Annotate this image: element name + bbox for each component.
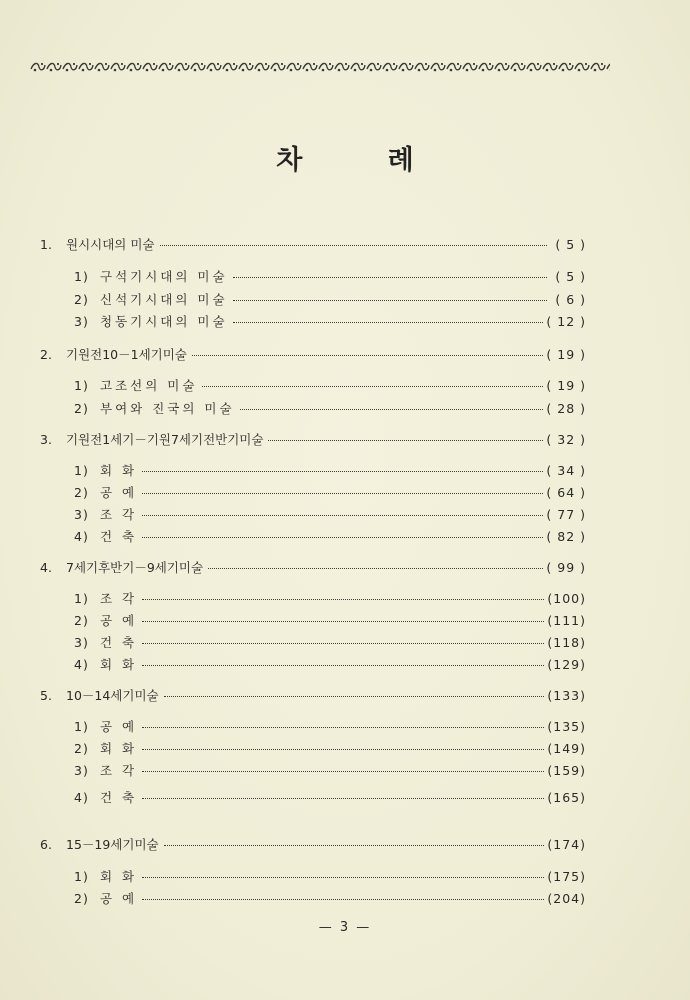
toc-chapter-entry: [40, 687, 586, 705]
toc-section-entry: [74, 313, 586, 331]
toc-section-entry: [74, 400, 586, 418]
toc-entry-number: 4): [74, 790, 89, 805]
toc-entry-page-number: (100): [547, 591, 586, 606]
toc-entry-number: 1): [74, 719, 89, 734]
dot-leader: [233, 299, 547, 301]
toc-entry-number: 1): [74, 463, 89, 478]
toc-entry-label: 구석기시대의 미술: [100, 269, 228, 284]
dot-leader: [142, 514, 543, 516]
toc-entry-number: 2): [74, 741, 89, 756]
toc-section-entry: [74, 462, 586, 480]
dot-leader: [142, 620, 544, 622]
toc-section-entry: [74, 634, 586, 652]
toc-entry-label: 공 예: [100, 719, 138, 734]
toc-entry-number: 4): [74, 657, 89, 672]
toc-entry-page-number: ( 77 ): [546, 507, 586, 522]
toc-entry-label: 기원전10－1세기미술: [66, 347, 187, 362]
toc-entry-label: 건 축: [100, 790, 138, 805]
toc-entry-label: 청동기시대의 미술: [100, 314, 228, 329]
toc-entry-number: 6.: [40, 837, 52, 852]
toc-section-entry: [74, 612, 586, 630]
toc-entry-number: 1): [74, 269, 89, 284]
toc-entry-number: 2): [74, 485, 89, 500]
dot-leader: [142, 536, 543, 538]
toc-entry-label: 고조선의 미술: [100, 378, 198, 393]
toc-section-entry: [74, 656, 586, 674]
dot-leader: [142, 470, 543, 472]
toc-entry-page-number: ( 99 ): [546, 560, 586, 575]
toc-section-entry: [74, 484, 586, 502]
dot-leader: [268, 439, 543, 441]
toc-entry-number: 3): [74, 635, 89, 650]
dot-leader: [142, 748, 544, 750]
toc-entry-number: 1): [74, 869, 89, 884]
toc-entry-number: 3.: [40, 432, 52, 447]
toc-entry-number: 4.: [40, 560, 52, 575]
toc-entry-number: 3): [74, 314, 89, 329]
toc-entry-label: 15－19세기미술: [66, 837, 159, 852]
toc-section-entry: [74, 506, 586, 524]
dot-leader: [142, 664, 544, 666]
toc-entry-page-number: (175): [547, 869, 586, 884]
toc-entry-label: 부여와 진국의 미술: [100, 401, 235, 416]
toc-entry-label: 원시시대의 미술: [66, 237, 155, 252]
dot-leader: [142, 876, 544, 878]
toc-chapter-entry: [40, 346, 586, 364]
toc-entry-page-number: ( 28 ): [546, 401, 586, 416]
dot-leader: [142, 726, 544, 728]
dot-leader: [208, 567, 543, 569]
toc-entry-label: 7세기후반기－9세기미술: [66, 560, 204, 575]
dot-leader: [142, 770, 544, 772]
toc-entry-label: 공 예: [100, 613, 138, 628]
dot-leader: [142, 642, 544, 644]
toc-entry-number: 2): [74, 292, 89, 307]
toc-entry-number: 3): [74, 507, 89, 522]
toc-entry-page-number: ( 6 ): [555, 292, 586, 307]
toc-section-entry: [74, 718, 586, 736]
toc-entry-label: 조 각: [100, 591, 138, 606]
dot-leader: [142, 797, 544, 799]
toc-entry-label: 기원전1세기－기원7세기전반기미술: [66, 432, 264, 447]
toc-entry-label: 회 화: [100, 463, 138, 478]
toc-entry-label: 10－14세기미술: [66, 688, 159, 703]
dot-leader: [142, 898, 544, 900]
toc-chapter-entry: [40, 559, 586, 577]
toc-entry-number: 2.: [40, 347, 52, 362]
toc-entry-page-number: (118): [547, 635, 586, 650]
toc-entry-label: 회 화: [100, 869, 138, 884]
toc-entry-page-number: (135): [547, 719, 586, 734]
toc-entry-page-number: ( 5 ): [555, 237, 586, 252]
toc-entry-label: 공 예: [100, 485, 138, 500]
dot-leader: [202, 385, 543, 387]
toc-section-entry: [74, 789, 586, 807]
toc-entry-number: 1): [74, 591, 89, 606]
toc-entry-label: 회 화: [100, 657, 138, 672]
toc-section-entry: [74, 268, 586, 286]
toc-entry-page-number: ( 82 ): [546, 529, 586, 544]
toc-entry-number: 4): [74, 529, 89, 544]
page-title: 차 례: [276, 145, 452, 176]
toc-section-entry: [74, 868, 586, 886]
toc-entry-page-number: ( 12 ): [546, 314, 586, 329]
toc-entry-label: 공 예: [100, 891, 138, 906]
toc-chapter-entry: [40, 236, 586, 254]
toc-entry-page-number: (159): [547, 763, 586, 778]
dot-leader: [142, 492, 543, 494]
toc-entry-number: 1): [74, 378, 89, 393]
dot-leader: [192, 354, 544, 356]
toc-section-entry: [74, 762, 586, 780]
toc-section-entry: [74, 291, 586, 309]
toc-section-entry: [74, 890, 586, 908]
toc-entry-label: 조 각: [100, 507, 138, 522]
dot-leader: [233, 276, 547, 278]
toc-entry-label: 조 각: [100, 763, 138, 778]
toc-entry-page-number: (204): [547, 891, 586, 906]
dot-leader: [233, 321, 544, 323]
dot-leader: [160, 244, 548, 246]
toc-entry-page-number: (129): [547, 657, 586, 672]
toc-entry-page-number: (165): [547, 790, 586, 805]
toc-entry-number: 2): [74, 401, 89, 416]
dot-leader: [164, 844, 545, 846]
toc-entry-label: 회 화: [100, 741, 138, 756]
dot-leader: [164, 695, 545, 697]
dot-leader: [142, 598, 544, 600]
toc-entry-label: 건 축: [100, 529, 138, 544]
dot-leader: [240, 408, 544, 410]
toc-entry-number: 2): [74, 891, 89, 906]
page-number-footer: — 3 —: [318, 920, 372, 935]
toc-entry-number: 1.: [40, 237, 52, 252]
toc-entry-page-number: ( 64 ): [546, 485, 586, 500]
toc-entry-page-number: ( 19 ): [546, 378, 586, 393]
toc-section-entry: [74, 377, 586, 395]
toc-section-entry: [74, 590, 586, 608]
toc-entry-page-number: ( 34 ): [546, 463, 586, 478]
toc-entry-page-number: ( 19 ): [546, 347, 586, 362]
toc-entry-page-number: (174): [547, 837, 586, 852]
toc-entry-label: 건 축: [100, 635, 138, 650]
toc-entry-number: 3): [74, 763, 89, 778]
toc-entry-label: 신석기시대의 미술: [100, 292, 228, 307]
toc-chapter-entry: [40, 836, 586, 854]
toc-chapter-entry: [40, 431, 586, 449]
toc-section-entry: [74, 740, 586, 758]
toc-entry-page-number: ( 32 ): [546, 432, 586, 447]
toc-entry-page-number: ( 5 ): [555, 269, 586, 284]
toc-entry-page-number: (149): [547, 741, 586, 756]
toc-entry-number: 5.: [40, 688, 52, 703]
toc-section-entry: [74, 528, 586, 546]
toc-entry-page-number: (111): [547, 613, 586, 628]
toc-entry-number: 2): [74, 613, 89, 628]
toc-entry-page-number: (133): [547, 688, 586, 703]
